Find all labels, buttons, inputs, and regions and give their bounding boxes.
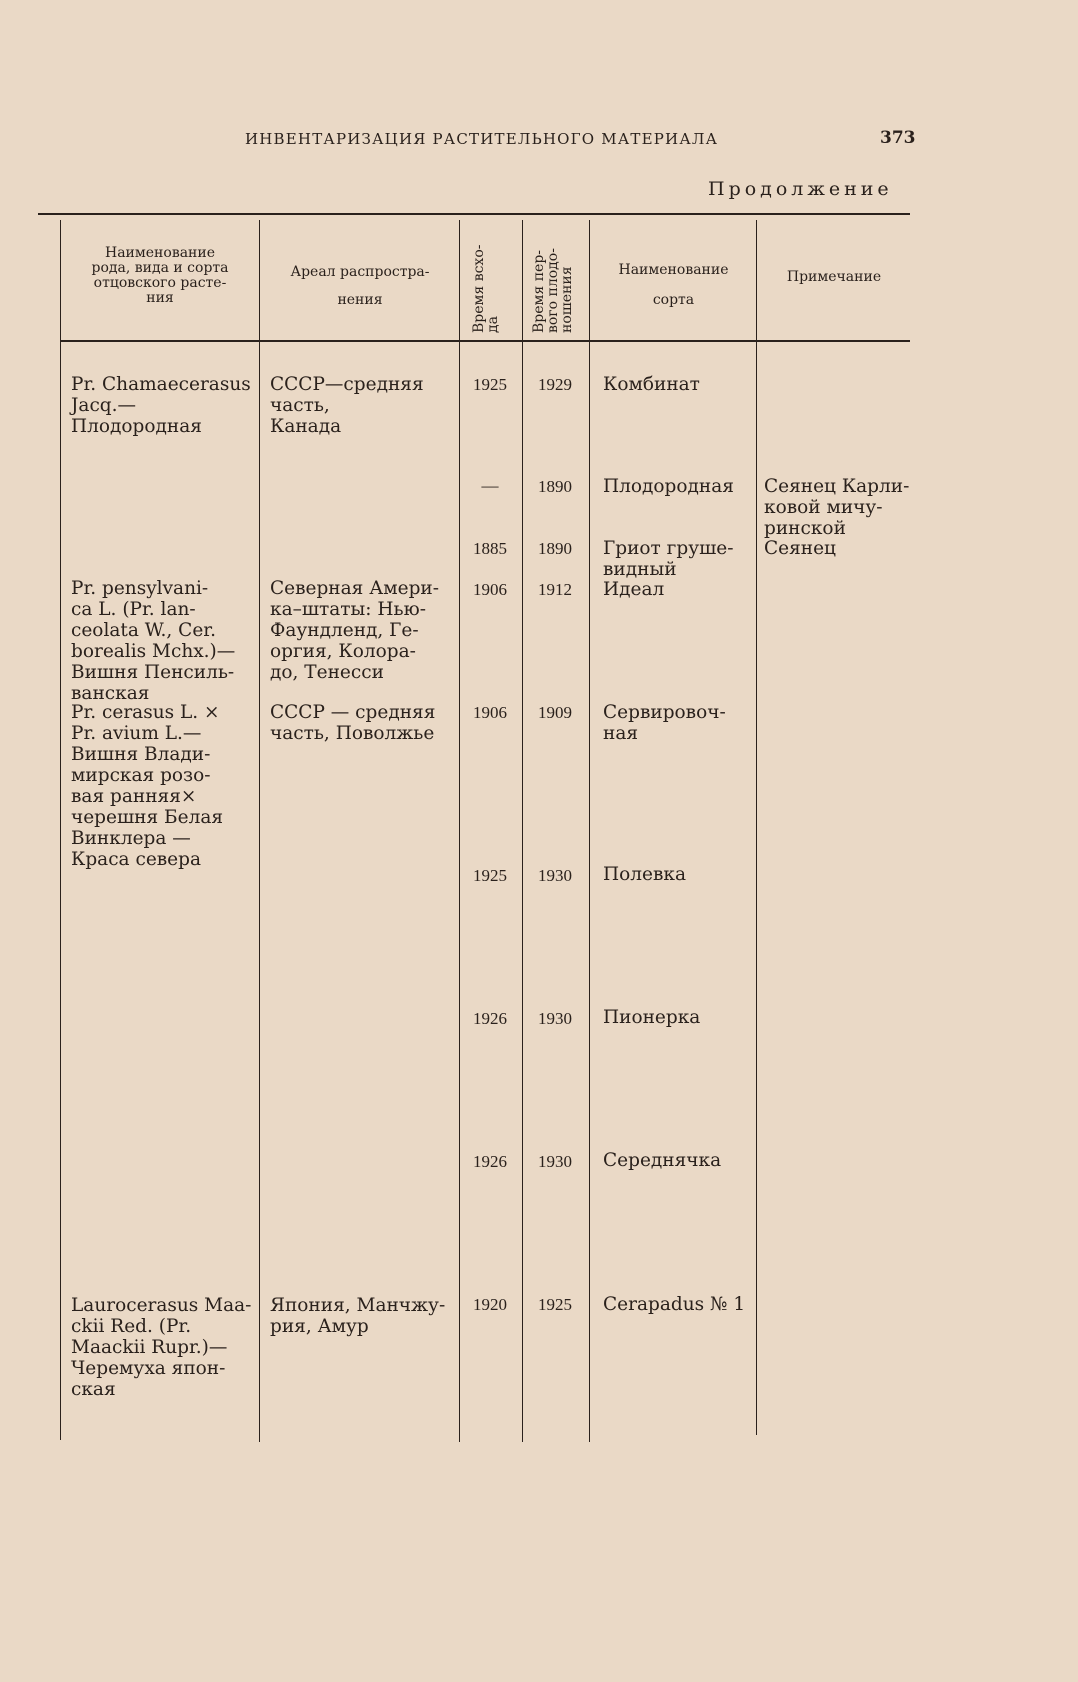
header-variety: Наименование сорта <box>618 262 729 308</box>
header-note: Примечание <box>786 269 882 285</box>
fruiting-year: 1890 <box>538 539 572 558</box>
continuation-label: Продолжение <box>708 178 893 200</box>
fruiting-year: 1890 <box>538 477 572 496</box>
variety-cell: Комбинат <box>603 374 700 395</box>
variety-cell: Гриот груше- видный <box>603 538 734 580</box>
header-emergence: Время всхо- да <box>471 244 501 333</box>
fruiting-year: 1930 <box>538 866 572 885</box>
area-cell: СССР — средняя часть, Поволжье <box>270 702 436 744</box>
emergence-year: 1885 <box>473 539 507 558</box>
fruiting-year: 1930 <box>538 1009 572 1028</box>
table-header-rule <box>60 340 910 342</box>
area-cell: Япония, Манчжу- рия, Амур <box>270 1295 446 1337</box>
variety-cell: Сервировоч- ная <box>603 702 726 744</box>
parent-cell: Pr. Chamaecerasus Jacq.— Плодородная <box>71 374 251 437</box>
variety-cell: Плодородная <box>603 476 734 497</box>
parent-cell: Pr. cerasus L. × Pr. avium L.— Вишня Влади- мирская розо- вая ранняя× черешня Белая Винклера — Краса севера <box>71 702 224 870</box>
note-cell: Сеянец Карли- ковой мичу- ринской <box>764 476 910 539</box>
emergence-year: — <box>481 476 499 495</box>
header-fruiting: Время пер- вого плодо- ношения <box>531 248 575 333</box>
emergence-year: 1920 <box>473 1295 507 1314</box>
emergence-year: 1906 <box>473 580 507 599</box>
variety-cell: Пионерка <box>603 1007 701 1028</box>
emergence-year: 1926 <box>473 1152 507 1171</box>
variety-cell: Полевка <box>603 864 686 885</box>
header-area: Ареал распростра- нения <box>290 264 430 308</box>
emergence-year: 1925 <box>473 866 507 885</box>
parent-cell: Pr. pensylvani- ca L. (Pr. lan- ceolata W., Cer. borealis Mchx.)— Вишня Пенсиль- ванская <box>71 578 236 704</box>
variety-cell: Cerapadus № 1 <box>603 1294 746 1315</box>
note-cell: Сеянец <box>764 538 836 559</box>
header-parent: Наименование рода, вида и сорта отцовского расте- ния <box>91 245 229 306</box>
fruiting-year: 1912 <box>538 580 572 599</box>
parent-cell: Laurocerasus Maa- ckii Red. (Pr. Maackii Rupr.)— Черемуха япон- ская <box>71 1295 252 1400</box>
variety-cell: Идеал <box>603 579 665 600</box>
page-number: 373 <box>880 128 916 148</box>
area-cell: Северная Амери- ка–штаты: Нью- Фаундленд, Ге- оргия, Колора- до, Тенесси <box>270 578 439 683</box>
column-divider <box>259 220 260 1442</box>
fruiting-year: 1909 <box>538 703 572 722</box>
column-divider <box>60 220 61 1440</box>
column-divider <box>589 220 590 1442</box>
running-head: ИНВЕНТАРИЗАЦИЯ РАСТИТЕЛЬНОГО МАТЕРИАЛА <box>245 130 719 148</box>
area-cell: СССР—средняя часть, Канада <box>270 374 424 437</box>
fruiting-year: 1930 <box>538 1152 572 1171</box>
emergence-year: 1906 <box>473 703 507 722</box>
fruiting-year: 1929 <box>538 375 572 394</box>
variety-cell: Середнячка <box>603 1150 722 1171</box>
column-divider <box>756 220 757 1435</box>
column-divider <box>522 220 523 1442</box>
emergence-year: 1926 <box>473 1009 507 1028</box>
table-top-rule <box>38 213 910 215</box>
fruiting-year: 1925 <box>538 1295 572 1314</box>
column-divider <box>459 220 460 1442</box>
emergence-year: 1925 <box>473 375 507 394</box>
